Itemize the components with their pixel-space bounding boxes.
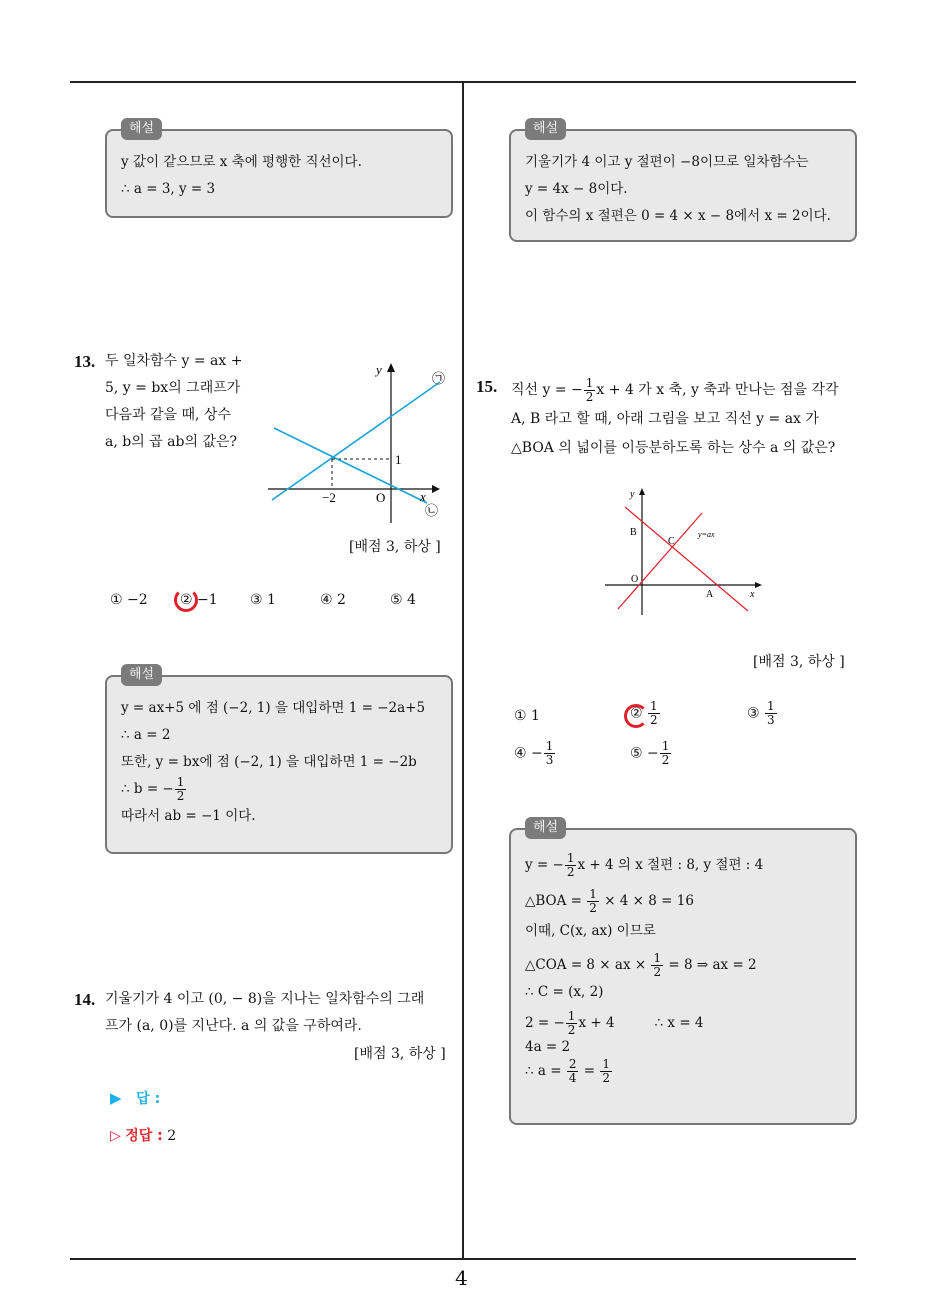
text: = 8 ⇒ ax = 2 [664, 957, 757, 973]
origin-label: O [631, 574, 639, 585]
numerator: 2 [568, 1057, 577, 1071]
solution-line: ∴ a = 2 [121, 727, 171, 743]
fraction [565, 852, 577, 879]
numerator: 1 [767, 699, 775, 713]
y-axis-label: y [376, 362, 382, 377]
correct-value: 2 [167, 1128, 177, 1144]
choice-value: −2 [127, 592, 148, 608]
solution-tag: 해설 [121, 118, 162, 140]
line-a-label: ㉠ [432, 372, 446, 387]
choice-value: 1 [531, 708, 540, 724]
solution-line [525, 850, 841, 880]
solution-box-12 [105, 121, 453, 218]
choice-mark: ① [514, 708, 527, 724]
question-text-line: 다음과 같을 때, 상수 [105, 407, 231, 423]
numerator: 1 [661, 739, 670, 753]
question-13-score: [배점 3, 하상 ] [349, 539, 441, 555]
line-label: y=ax [698, 530, 715, 539]
question-text-line: 두 일차함수 y = ax + [105, 353, 243, 369]
solution-line: 이때, C(x, ax) 이므로 [525, 923, 656, 939]
question-15-graph [600, 485, 770, 620]
denominator: 3 [545, 753, 554, 767]
tick-x-label: −2 [322, 490, 336, 505]
outline-play-icon: ▷ [110, 1128, 121, 1144]
text: 2 = − [525, 1015, 565, 1031]
numerator: 1 [589, 887, 597, 901]
y-axis-arrow [387, 363, 395, 372]
selected-answer-circle [174, 588, 198, 612]
solution-line: y = ax+5 에 점 (−2, 1) 을 대입하면 1 = −2a+5 [121, 700, 426, 716]
solution-tag: 해설 [121, 664, 162, 686]
denominator: 2 [602, 1071, 611, 1085]
y-axis-label: y [630, 489, 635, 500]
text: ∴ x = 4 [654, 1015, 704, 1031]
text: x + 4 의 x 절편 : 8, y 절편 : 4 [577, 857, 764, 873]
denominator: 2 [661, 753, 670, 767]
solution-line: 4a = 2 [525, 1039, 571, 1055]
question-14-text [105, 986, 424, 1040]
question-text-line: 프가 (a, 0)를 지난다. a 의 값을 구하여라. [105, 1018, 362, 1034]
solution-line: 따라서 ab = −1 이다. [121, 808, 256, 824]
choice-mark: ② [630, 705, 643, 722]
fraction [648, 700, 660, 727]
question-text-line [511, 376, 838, 405]
line-b-label: ㉡ [425, 504, 439, 519]
numerator: 1 [545, 739, 554, 753]
solution-tag: 해설 [525, 118, 566, 140]
solution-line: ∴ C = (x, 2) [525, 984, 604, 1000]
text: y = − [525, 857, 564, 873]
point-c-label: C [668, 536, 675, 547]
fraction [544, 740, 556, 767]
numerator: 1 [653, 951, 662, 965]
answer-label: 답 : [136, 1091, 161, 1107]
question-13-text [105, 348, 255, 456]
question-13-graph [262, 358, 457, 528]
denominator: 4 [568, 1071, 577, 1085]
fraction [587, 888, 599, 915]
solution-tag: 해설 [525, 817, 566, 839]
selected-answer-circle [624, 704, 648, 728]
solution-box-15 [509, 820, 857, 1125]
choice-4[interactable] [514, 740, 556, 767]
choice-mark: ⑤ [390, 592, 403, 608]
point-b-label: B [630, 527, 637, 538]
page-number: 4 [455, 1266, 468, 1290]
choice-mark: ② [180, 592, 193, 608]
denominator: 2 [566, 865, 575, 879]
choice-mark: ① [110, 592, 123, 608]
question-number-14: 14. [74, 990, 96, 1009]
choice-5[interactable] [630, 740, 672, 767]
solution-line [525, 1008, 841, 1038]
numerator: 1 [567, 1009, 576, 1023]
choice-value: 1 [267, 592, 276, 608]
question-14-score: [배점 3, 하상 ] [354, 1046, 446, 1062]
question-15-text [511, 376, 838, 463]
solution-box-14 [509, 121, 857, 242]
x-axis-label: x [420, 489, 426, 504]
solution-line: 또한, y = bx에 점 (−2, 1) 을 대입하면 1 = −2b [121, 754, 417, 770]
line-b [274, 428, 427, 503]
tick-y-label: 1 [395, 452, 402, 467]
solution-line: y 값이 같으므로 x 축에 평행한 직선이다. [121, 154, 362, 170]
choice-3[interactable] [747, 700, 778, 727]
choice-5[interactable] [390, 592, 416, 608]
choice-value: 2 [337, 592, 346, 608]
fraction [584, 377, 596, 404]
text: ∴ a = [525, 1063, 566, 1079]
numerator: 1 [602, 1057, 611, 1071]
point-a-label: A [706, 589, 714, 600]
x-axis-label: x [750, 589, 755, 600]
solution-line [121, 776, 437, 803]
column-divider [462, 83, 464, 1259]
line-a [272, 382, 440, 500]
x-axis-arrow [432, 485, 440, 493]
denominator: 2 [653, 965, 662, 979]
fraction [175, 776, 187, 803]
choice-mark: ③ [250, 592, 263, 608]
play-icon: ▶ [110, 1089, 122, 1107]
choice-mark: ⑤ [630, 745, 643, 762]
bottom-rule [70, 1258, 856, 1260]
choice-1[interactable] [110, 592, 148, 608]
text: ∴ b = − [121, 781, 174, 797]
fraction [566, 1010, 578, 1037]
fraction [651, 952, 663, 979]
question-number-15: 15. [476, 377, 498, 396]
solution-line: 이 함수의 x 절편은 0 = 4 × x − 8에서 x = 2이다. [525, 208, 831, 224]
solution-line: y = 4x − 8이다. [525, 181, 628, 197]
denominator: 2 [176, 789, 185, 803]
choice-mark: ④ [320, 592, 333, 608]
denominator: 3 [767, 713, 775, 727]
question-text-line: a, b의 곱 ab의 값은? [105, 434, 237, 450]
text: △COA = 8 × ax × [525, 957, 651, 973]
choice-value: −1 [197, 592, 218, 608]
choice-sign: − [531, 745, 543, 762]
numerator: 1 [566, 851, 575, 865]
text: △BOA = [525, 893, 587, 909]
denominator: 2 [589, 901, 597, 915]
choice-sign: − [647, 745, 659, 762]
question-number-13: 13. [74, 352, 96, 371]
denominator: 2 [650, 713, 658, 727]
correct-answer-row [110, 1125, 176, 1145]
question-text-line: 기울기가 4 이고 (0, − 8)을 지나는 일차함수의 그래 [105, 991, 425, 1007]
denominator: 2 [567, 1023, 576, 1037]
numerator: 1 [176, 775, 185, 789]
origin-label: O [376, 490, 386, 505]
question-text-line: 5, y = bx의 그래프가 [105, 380, 241, 396]
question-text-line: △BOA 의 넓이를 이등분하도록 하는 상수 a 의 값은? [511, 440, 836, 456]
solution-line [525, 1056, 841, 1086]
solution-line: 기울기가 4 이고 y 절편이 −8이므로 일차함수는 [525, 154, 809, 170]
text: × 4 × 8 = 16 [599, 893, 694, 909]
x-axis-arrow [755, 582, 762, 588]
solution-line [525, 886, 841, 916]
choice-3[interactable] [250, 592, 276, 608]
fraction [600, 1058, 612, 1085]
question-15-score: [배점 3, 하상 ] [753, 654, 845, 670]
denominator: 2 [585, 389, 594, 404]
solution-line [525, 950, 841, 980]
text: = [579, 1063, 600, 1079]
choice-4[interactable] [320, 592, 346, 608]
choice-mark: ④ [514, 745, 527, 762]
text: x + 4 가 x 축, y 축과 만나는 점을 각각 [596, 382, 839, 398]
fraction [765, 700, 777, 727]
fraction [567, 1058, 579, 1085]
choice-1[interactable] [514, 708, 540, 724]
answer-row [110, 1088, 160, 1108]
choice-mark: ③ [747, 705, 760, 722]
question-text-line: A, B 라고 할 때, 아래 그림을 보고 직선 y = ax 가 [511, 411, 819, 427]
numerator: 1 [585, 375, 594, 390]
solution-line: ∴ a = 3, y = 3 [121, 181, 216, 197]
text: x + 4 [578, 1015, 615, 1031]
text: 직선 y = − [511, 382, 583, 398]
solution-box-13 [105, 667, 453, 854]
y-axis-arrow [639, 488, 645, 495]
correct-label: 정답 : [125, 1128, 163, 1144]
numerator: 1 [650, 699, 658, 713]
fraction [660, 740, 672, 767]
choice-value: 4 [407, 592, 416, 608]
line-ab [625, 507, 748, 611]
